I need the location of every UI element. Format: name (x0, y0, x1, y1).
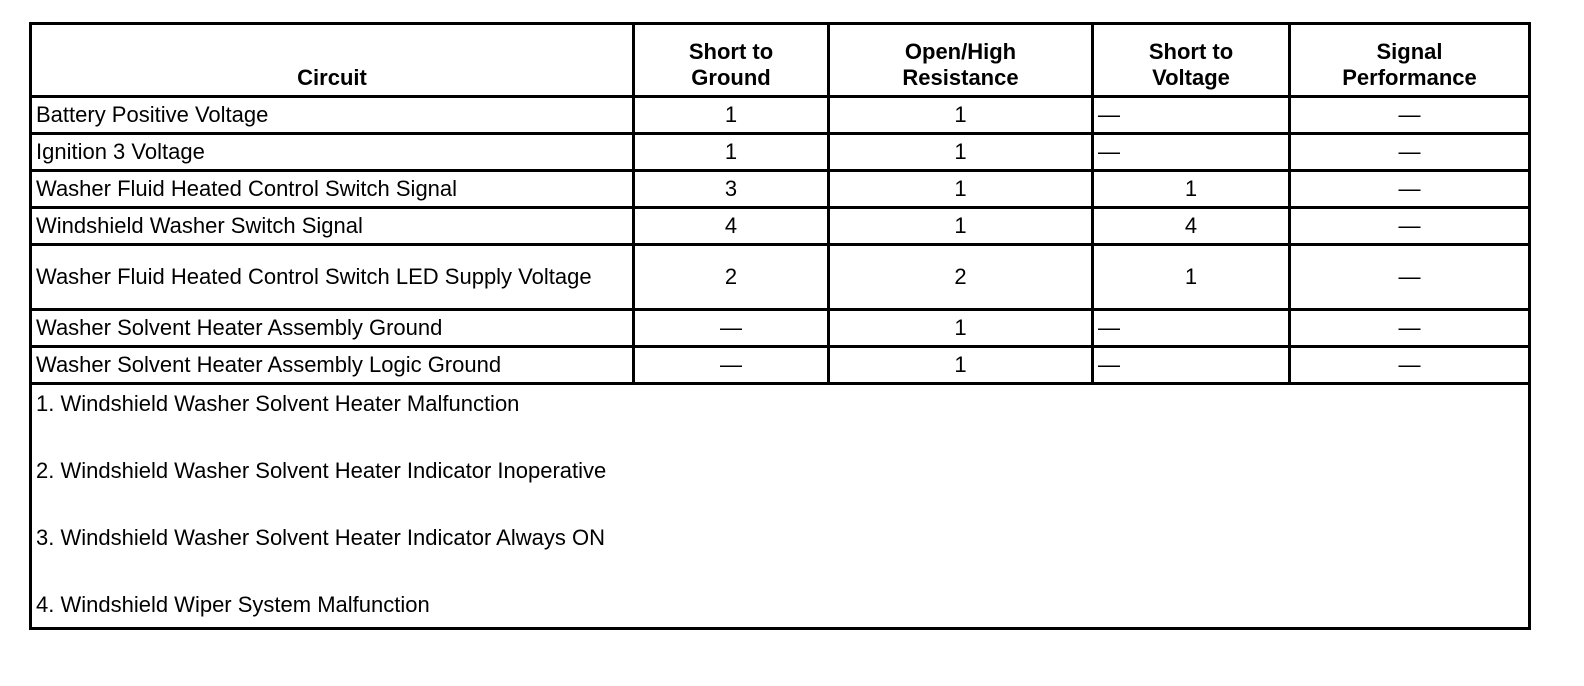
open-high-resistance-cell: 1 (829, 171, 1093, 208)
table-row (31, 134, 1530, 171)
header-short-to-voltage (1093, 24, 1290, 97)
table-row (31, 171, 1530, 208)
circuit-cell: Windshield Washer Switch Signal (31, 208, 634, 245)
short-to-ground-cell: 1 (634, 97, 829, 134)
open-high-resistance-cell: 1 (829, 310, 1093, 347)
short-to-voltage-cell: — (1093, 310, 1290, 347)
signal-performance-cell: — (1290, 208, 1530, 245)
circuit-cell: Washer Fluid Heated Control Switch LED Supply Voltage (31, 245, 634, 310)
short-to-voltage-cell: — (1093, 134, 1290, 171)
open-high-resistance-cell: 1 (829, 208, 1093, 245)
header-signal-performance-label: Signal Performance (1342, 39, 1477, 90)
short-to-voltage-cell: — (1093, 347, 1290, 384)
header-short-to-ground-label: Short to Ground (688, 39, 774, 90)
short-to-voltage-cell: — (1093, 97, 1290, 134)
short-to-ground-cell: 3 (634, 171, 829, 208)
signal-performance-cell: — (1290, 347, 1530, 384)
notes-cell (31, 384, 1530, 629)
header-circuit: Circuit (31, 24, 634, 97)
circuit-cell: Ignition 3 Voltage (31, 134, 634, 171)
open-high-resistance-cell: 2 (829, 245, 1093, 310)
short-to-voltage-cell: 4 (1093, 208, 1290, 245)
circuit-cell: Washer Solvent Heater Assembly Ground (31, 310, 634, 347)
note-item: 4. Windshield Wiper System Malfunction (36, 592, 430, 617)
short-to-voltage-cell: 1 (1093, 171, 1290, 208)
table-row (31, 208, 1530, 245)
table-row (31, 97, 1530, 134)
header-signal-performance (1290, 24, 1530, 97)
circuit-fault-table-container (29, 22, 1528, 630)
circuit-cell: Battery Positive Voltage (31, 97, 634, 134)
open-high-resistance-cell: 1 (829, 347, 1093, 384)
header-short-to-voltage-label: Short to Voltage (1148, 39, 1234, 90)
note-item: 2. Windshield Washer Solvent Heater Indicator Inoperative (36, 458, 607, 483)
open-high-resistance-cell: 1 (829, 134, 1093, 171)
short-to-voltage-cell: 1 (1093, 245, 1290, 310)
signal-performance-cell: — (1290, 310, 1530, 347)
short-to-ground-cell: — (634, 310, 829, 347)
short-to-ground-cell: 2 (634, 245, 829, 310)
table-row (31, 310, 1530, 347)
short-to-ground-cell: 4 (634, 208, 829, 245)
notes-row (31, 384, 1530, 629)
table-row (31, 245, 1530, 310)
header-row (31, 24, 1530, 97)
table-row (31, 347, 1530, 384)
signal-performance-cell: — (1290, 134, 1530, 171)
circuit-fault-table (29, 22, 1531, 630)
note-item: 3. Windshield Washer Solvent Heater Indicator Always ON (36, 525, 605, 550)
signal-performance-cell: — (1290, 245, 1530, 310)
open-high-resistance-cell: 1 (829, 97, 1093, 134)
signal-performance-cell: — (1290, 171, 1530, 208)
note-item: 1. Windshield Washer Solvent Heater Malfunction (36, 391, 520, 416)
header-short-to-ground (634, 24, 829, 97)
header-open-high-resistance-label: Open/High Resistance (902, 39, 1019, 90)
short-to-ground-cell: — (634, 347, 829, 384)
circuit-cell: Washer Fluid Heated Control Switch Signal (31, 171, 634, 208)
header-open-high-resistance (829, 24, 1093, 97)
circuit-cell: Washer Solvent Heater Assembly Logic Ground (31, 347, 634, 384)
short-to-ground-cell: 1 (634, 134, 829, 171)
signal-performance-cell: — (1290, 97, 1530, 134)
